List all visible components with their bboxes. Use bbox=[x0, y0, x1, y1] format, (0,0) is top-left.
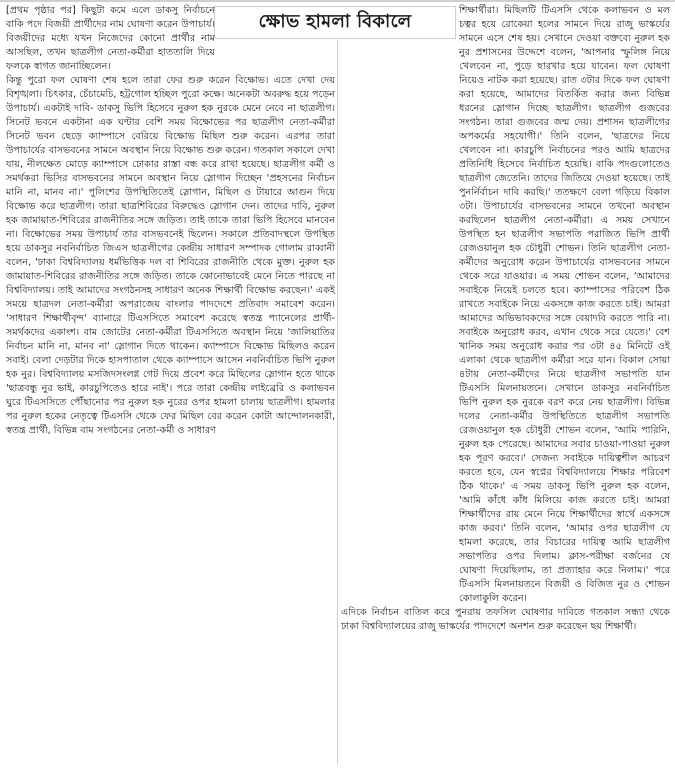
headline: ক্ষোভ হামলা বিকালে bbox=[258, 11, 412, 32]
left-paragraph-1-text: কিছুটা কমে এলে ডাকসু নির্বাচনে বাকি পদে বিজয়ী প্রার্থীদের নাম ঘোষণা করেন উপাচার্য। বিজয়ীদের মধ্যে যখন নিজেদের কোনো প্রার্থীর নাম আসছিল, তখন ছাত্রলীগ নেতা-কর্মীরা হাততালি দিয়ে ফলকে স্বাগত জানাচ্ছিলেন। bbox=[6, 5, 215, 72]
left-paragraph-1 bbox=[6, 4, 335, 74]
left-column bbox=[6, 4, 335, 438]
continuation-kicker: [প্রথম পৃষ্ঠার পর] bbox=[6, 5, 76, 16]
right-paragraph-1: শিক্ষার্থীরা। মিছিলটি টিএসসি থেকে কলাভবন ও মল চত্বর হয়ে রোকেয়া হলের সামনে দিয়ে রাজু ভাস্কর্যের সামনে এসে শেষ হয়। সেখানে দেওয়া বক্তব্যে নুরুল হক নুর প্রশাসনের উদ্দেশে বলেন, 'আপনার স্ফুলিঙ্গ নিয়ে খেলবেন না, পুড়ে ছারখার হয়ে যাবেন। ফল ঘোষণা নিয়েও নাটক করা হয়েছে। রাত ৩টার দিকে ফল ঘোষণা করা হয়েছে, আমাদের বিতর্কিত করার জন্য বিভিন্ন ধরনের স্লোগান দিচ্ছে ছাত্রলীগ। ছাত্রলীগ গুজবের সংগঠন। তারা গুজবের জন্ম দেয়। প্রশাসন ছাত্রলীগের অপকর্মের সহযোগী।' তিনি বলেন, 'ছাত্রদের নিয়ে খেলবেন না। কারচুপি নির্বাচনের পরও আমি ছাত্রদের প্রতিনিধি হিসেবে নির্বাচিত হয়েছি। বাকি পদগুলোতেও ছাত্রলীগ জেতেনি। তাদের জিতিয়ে দেওয়া হয়েছে। তাই পুনর্নির্বাচন দাবি করছি।' ততক্ষণে বেলা গড়িয়ে বিকাল ৩টা। উপাচার্যের বাসভবনের সামনে তখনো অবস্থান করছিলেন ছাত্রলীগ নেতা-কর্মীরা। এ সময় সেখানে উপস্থিত হন ছাত্রলীগ সভাপতি পরাজিত ভিপি প্রার্থী রেজওয়ানুল হক চৌধুরী শোভন। তিনি ছাত্রলীগ নেতা-কর্মীদের অনুরোধ করেন উপাচার্যের বাসভবনের সামনে থেকে সরে যাওয়ার। এ সময় শোভন বলেন, 'আমাদের সবাইকে নিয়েই চলতে হবে। ক্যাম্পাসের পরিবেশ ঠিক রাখতে সবাইকে নিয়ে একসঙ্গে কাজ করতে চাই। আমরা আমাদের অভিভাবকদের সঙ্গে বেয়াদবি করতে পারি না। সবাইকে অনুরোধ করব, এখান থেকে সরে যেতে।' বেশ খানিক সময় অনুরোধ করার পর ৩টা ৪৫ মিনিটে ওই এলাকা থেকে ছাত্রলীগ কর্মীরা সরে যান। বিকাল সোয়া ৪টায় নেতা-কর্মীদের নিয়ে ছাত্রলীগ সভাপতি যান টিএসসি মিলনায়তনে। সেখানে ডাকসুর নবনির্বাচিত ভিপি নুরুল হক নুরকে বরণ করে নেয় ছাত্রলীগ। বিভিন্ন দলের নেতা-কর্মীর উপস্থিতিতে ছাত্রলীগ সভাপতি রেজওয়ানুল হক চৌধুরী শোভন বলেন, 'আমি পারিনি, নুরুল হক পেরেছে। আমাদের সবার চাওয়া-পাওয়া নুরুল হক পূরণ করবে।' সেজন্য সবাইকে দায়িত্বশীল আচরণ করতে হবে, যেন স্বপ্নের বিশ্ববিদ্যালয়ে শিক্ষার পরিবেশ ঠিক থাকে।' এ সময় ডাকসু ভিপি নুরুল হক বলেন, 'আমি কাঁধে কাঁধ মিলিয়ে কাজ করতে চাই। আমরা শিক্ষার্থীদের রায় মেনে নিয়ে শিক্ষার্থীদের স্বার্থে একসঙ্গে কাজ করব।' তিনি বলেন, 'আমার ওপর ছাত্রলীগ যে হামলা করেছে, তার বিচারের দায়িত্ব আমি ছাত্রলীগ সভাপতির ওপর দিলাম। ক্লাস-পরীক্ষা বর্জনের যে ঘোষণা দিয়েছিলাম, তা প্রত্যাহার করে নিলাম।' পরে টিএসসি মিলনায়তনে বিজয়ী ও বিজিত নুর ও শোভন কোলাকুলি করেন। bbox=[459, 5, 670, 604]
top-border bbox=[0, 0, 675, 2]
right-paragraph-2: এদিকে নির্বাচন বাতিল করে পুনরায় তফসিল ঘোষণার দাবিতে গতকাল সন্ধ্যা থেকে ঢাকা বিশ্ববিদ্যালয়ের রাজু ভাস্কর্যের পাদদেশে অনশন শুরু করেছেন ছয় শিক্ষার্থী। bbox=[341, 607, 670, 632]
column-divider bbox=[337, 40, 338, 764]
right-column bbox=[341, 4, 670, 634]
left-paragraph-2: কিন্তু পুরো ফল ঘোষণা শেষ হলে তারা ফের শুরু করেন বিক্ষোভ। এতে দেখা দেয় বিশৃঙ্খলা। চিৎকার, চেঁচামেচি, হট্টগোল হচ্ছিল পুরো কক্ষে। অনেকটা অবরুদ্ধ হয়ে পড়েন উপাচার্য। একটাই দাবি- ডাকসু ভিপি হিসেবে নুরুল হক নুরকে মেনে নেবে না ছাত্রলীগ। সিনেট ভবনে একটানা এক ঘণ্টার বেশি সময় বিক্ষোভের পর ছাত্রলীগ নেতা-কর্মীরা সিনেট ভবন ছেড়ে ক্যাম্পাসে বেরিয়ে বিক্ষোভ মিছিল শুরু করেন। এরপর তারা উপাচার্যের বাসভবনের সামনে অবস্থান নিয়ে বিক্ষোভ শুরু করেন। গতকাল সকালে দেখা যায়, নীলক্ষেত মোড়ে ক্যাম্পাসে ঢোকার রাস্তা বন্ধ করে রাখা হয়েছে। ছাত্রলীগ কর্মী ও সমর্থকরা ভিসির বাসভবনের সামনে অবস্থান নিয়ে স্লোগান দিচ্ছেন 'প্রহসনের নির্বাচন মানি না, মানব না।' পুলিশের উপস্থিতিতেই স্লোগান, মিছিল ও টায়ারে আগুন দিয়ে বিক্ষোভ করে ছাত্রলীগ। তারা ছাত্রশিবিরের বিরুদ্ধেও স্লোগান দেন। তাদের দাবি, নুরুল হক জামায়াত-শিবিরের রাজনীতির সঙ্গে জড়িত। তাই তাকে তারা ভিপি হিসেবে মানবেন না। বিক্ষোভের সময় উপাচার্য তার বাসভবনেই ছিলেন। সকালে প্রতিবাদস্থলে উপস্থিত হয়ে ডাকসুর নবনির্বাচিত জিএস ছাত্রলীগের কেন্দ্রীয় সাধারণ সম্পাদক গোলাম রাব্বানী বলেন, 'ঢাকা বিশ্ববিদ্যালয় ধর্মভিত্তিক দল বা শিবিরের রাজনীতি থেকে মুক্ত। নুরুল হক জামায়াত-শিবিরের রাজনীতির সঙ্গে জড়িত। তাকে কোনোভাবেই মেনে নিতে পারছে না বিশ্ববিদ্যালয়। তাই আমাদের সংগঠনসহ সাধারণ অনেক শিক্ষার্থী বিক্ষোভ করছেন।' একই সময়ে ছাত্রদল নেতা-কর্মীরা অপরাজেয় বাংলার পাদদেশে প্রতিবাদ সমাবেশ করেন। 'সাধারণ শিক্ষার্থীবৃন্দ' ব্যানারে টিএসসিতে সমাবেশ করেছে স্বতন্ত্র প্যানেলের প্রার্থী-সমর্থকদের একাংশ। বাম জোটের নেতা-কর্মীরা টিএসসিতে অবস্থান নিয়ে 'জালিয়াতির নির্বাচন মানি না, মানব না' স্লোগান দিতে থাকেন। ক্যাম্পাসে বিক্ষোভ মিছিলও করেন সবাই। বেলা দেড়টার দিকে হাসপাতাল থেকে ক্যাম্পাসে আসেন নবনির্বাচিত ভিপি নুরুল হক নুর। বিশ্ববিদ্যালয় মসজিদসংলগ্ন গেট দিয়ে প্রবেশ করে মিছিলের স্লোগান হতে থাকে 'ছাত্রবন্ধু নুর ভাই, কারচুপিতেও হারে নাই'। পরে তারা কেন্দ্রীয় লাইব্রেরি ও কলাভবন ঘুরে টিএসসিতে পৌঁছানোর পর নুরুল হক নুরের ওপর হামলা চালায় ছাত্রলীগ। হামলার পর নুরুল হকের নেতৃত্বে টিএসসি থেকে ফের মিছিল বের করেন কোটা আন্দোলনকারী, স্বতন্ত্র প্রার্থী, বিভিন্ন বাম সংগঠনের নেতা-কর্মী ও সাধারণ bbox=[6, 75, 335, 436]
